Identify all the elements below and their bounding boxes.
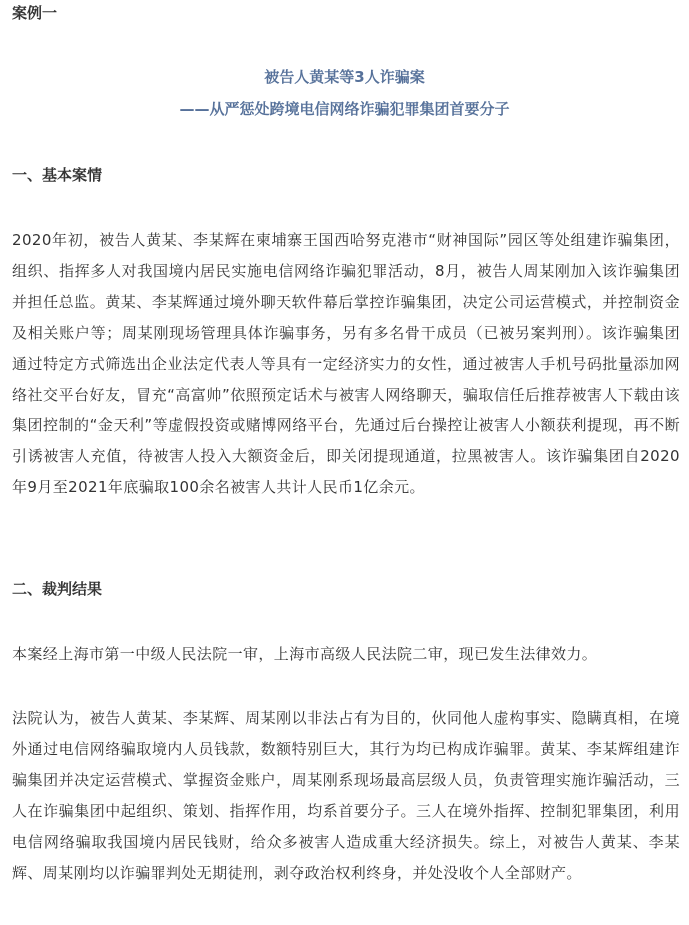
section-heading-basic-facts: 一、基本案情 [12, 166, 103, 184]
case-subtitle: ——从严惩处跨境电信网络诈骗犯罪集团首要分子 [179, 100, 510, 118]
basic-facts-paragraph: 2020年初，被告人黄某、李某辉在柬埔寨王国西哈努克港市“财神国际”园区等处组建诈骗集团，组织、指挥多人对我国境内居民实施电信网络诈骗犯罪活动，8月，被告人周某刚加入该诈骗集团并担任总监。黄某、李某辉通过境外聊天软件幕后掌控诈骗集团，决定公司运营模式，并控制资金及相关账户等；周某刚现场管理具体诈骗事务，另有多名骨干成员（已被另案判刑）。该诈骗集团通过特定方式筛选出企业法定代表人等具有一定经济实力的女性，通过被害人手机号码批量添加网络社交平台好友，冒充“高富帅”依照预定话术与被害人网络聊天，骗取信任后推荐被害人下载由该集团控制的“金天利”等虚假投资或赌博网络平台，先通过后台操控让被害人小额获利提现，再不断引诱被害人充值，待被害人投入大额资金后，即关闭提现通道，拉黑被害人。该诈骗集团自2020年9月至2021年底骗取100余名被害人共计人民币1亿余元。 [12, 231, 680, 497]
section-heading-judgment: 二、裁判结果 [12, 580, 103, 598]
case-title: 被告人黄某等3人诈骗案 [264, 68, 425, 86]
case-label: 案例一 [12, 4, 58, 22]
judgment-paragraph-trial: 本案经上海市第一中级人民法院一审，上海市高级人民法院二审，现已发生法律效力。 [12, 645, 598, 663]
judgment-paragraph-court-opinion: 法院认为，被告人黄某、李某辉、周某刚以非法占有为目的，伙同他人虚构事实、隐瞒真相，在境外通过电信网络骗取境内人员钱款，数额特别巨大，其行为均已构成诈骗罪。黄某、李某辉组建诈骗集团并决定运营模式、掌握资金账户，周某刚系现场最高层级人员，负责管理实施诈骗活动，三人在诈骗集团中起组织、策划、指挥作用，均系首要分子。三人在境外指挥、控制犯罪集团，利用电信网络骗取我国境内居民钱财，给众多被害人造成重大经济损失。综上，对被告人黄某、李某辉、周某刚均以诈骗罪判处无期徒刑，剥夺政治权利终身，并处没收个人全部财产。 [12, 709, 680, 882]
